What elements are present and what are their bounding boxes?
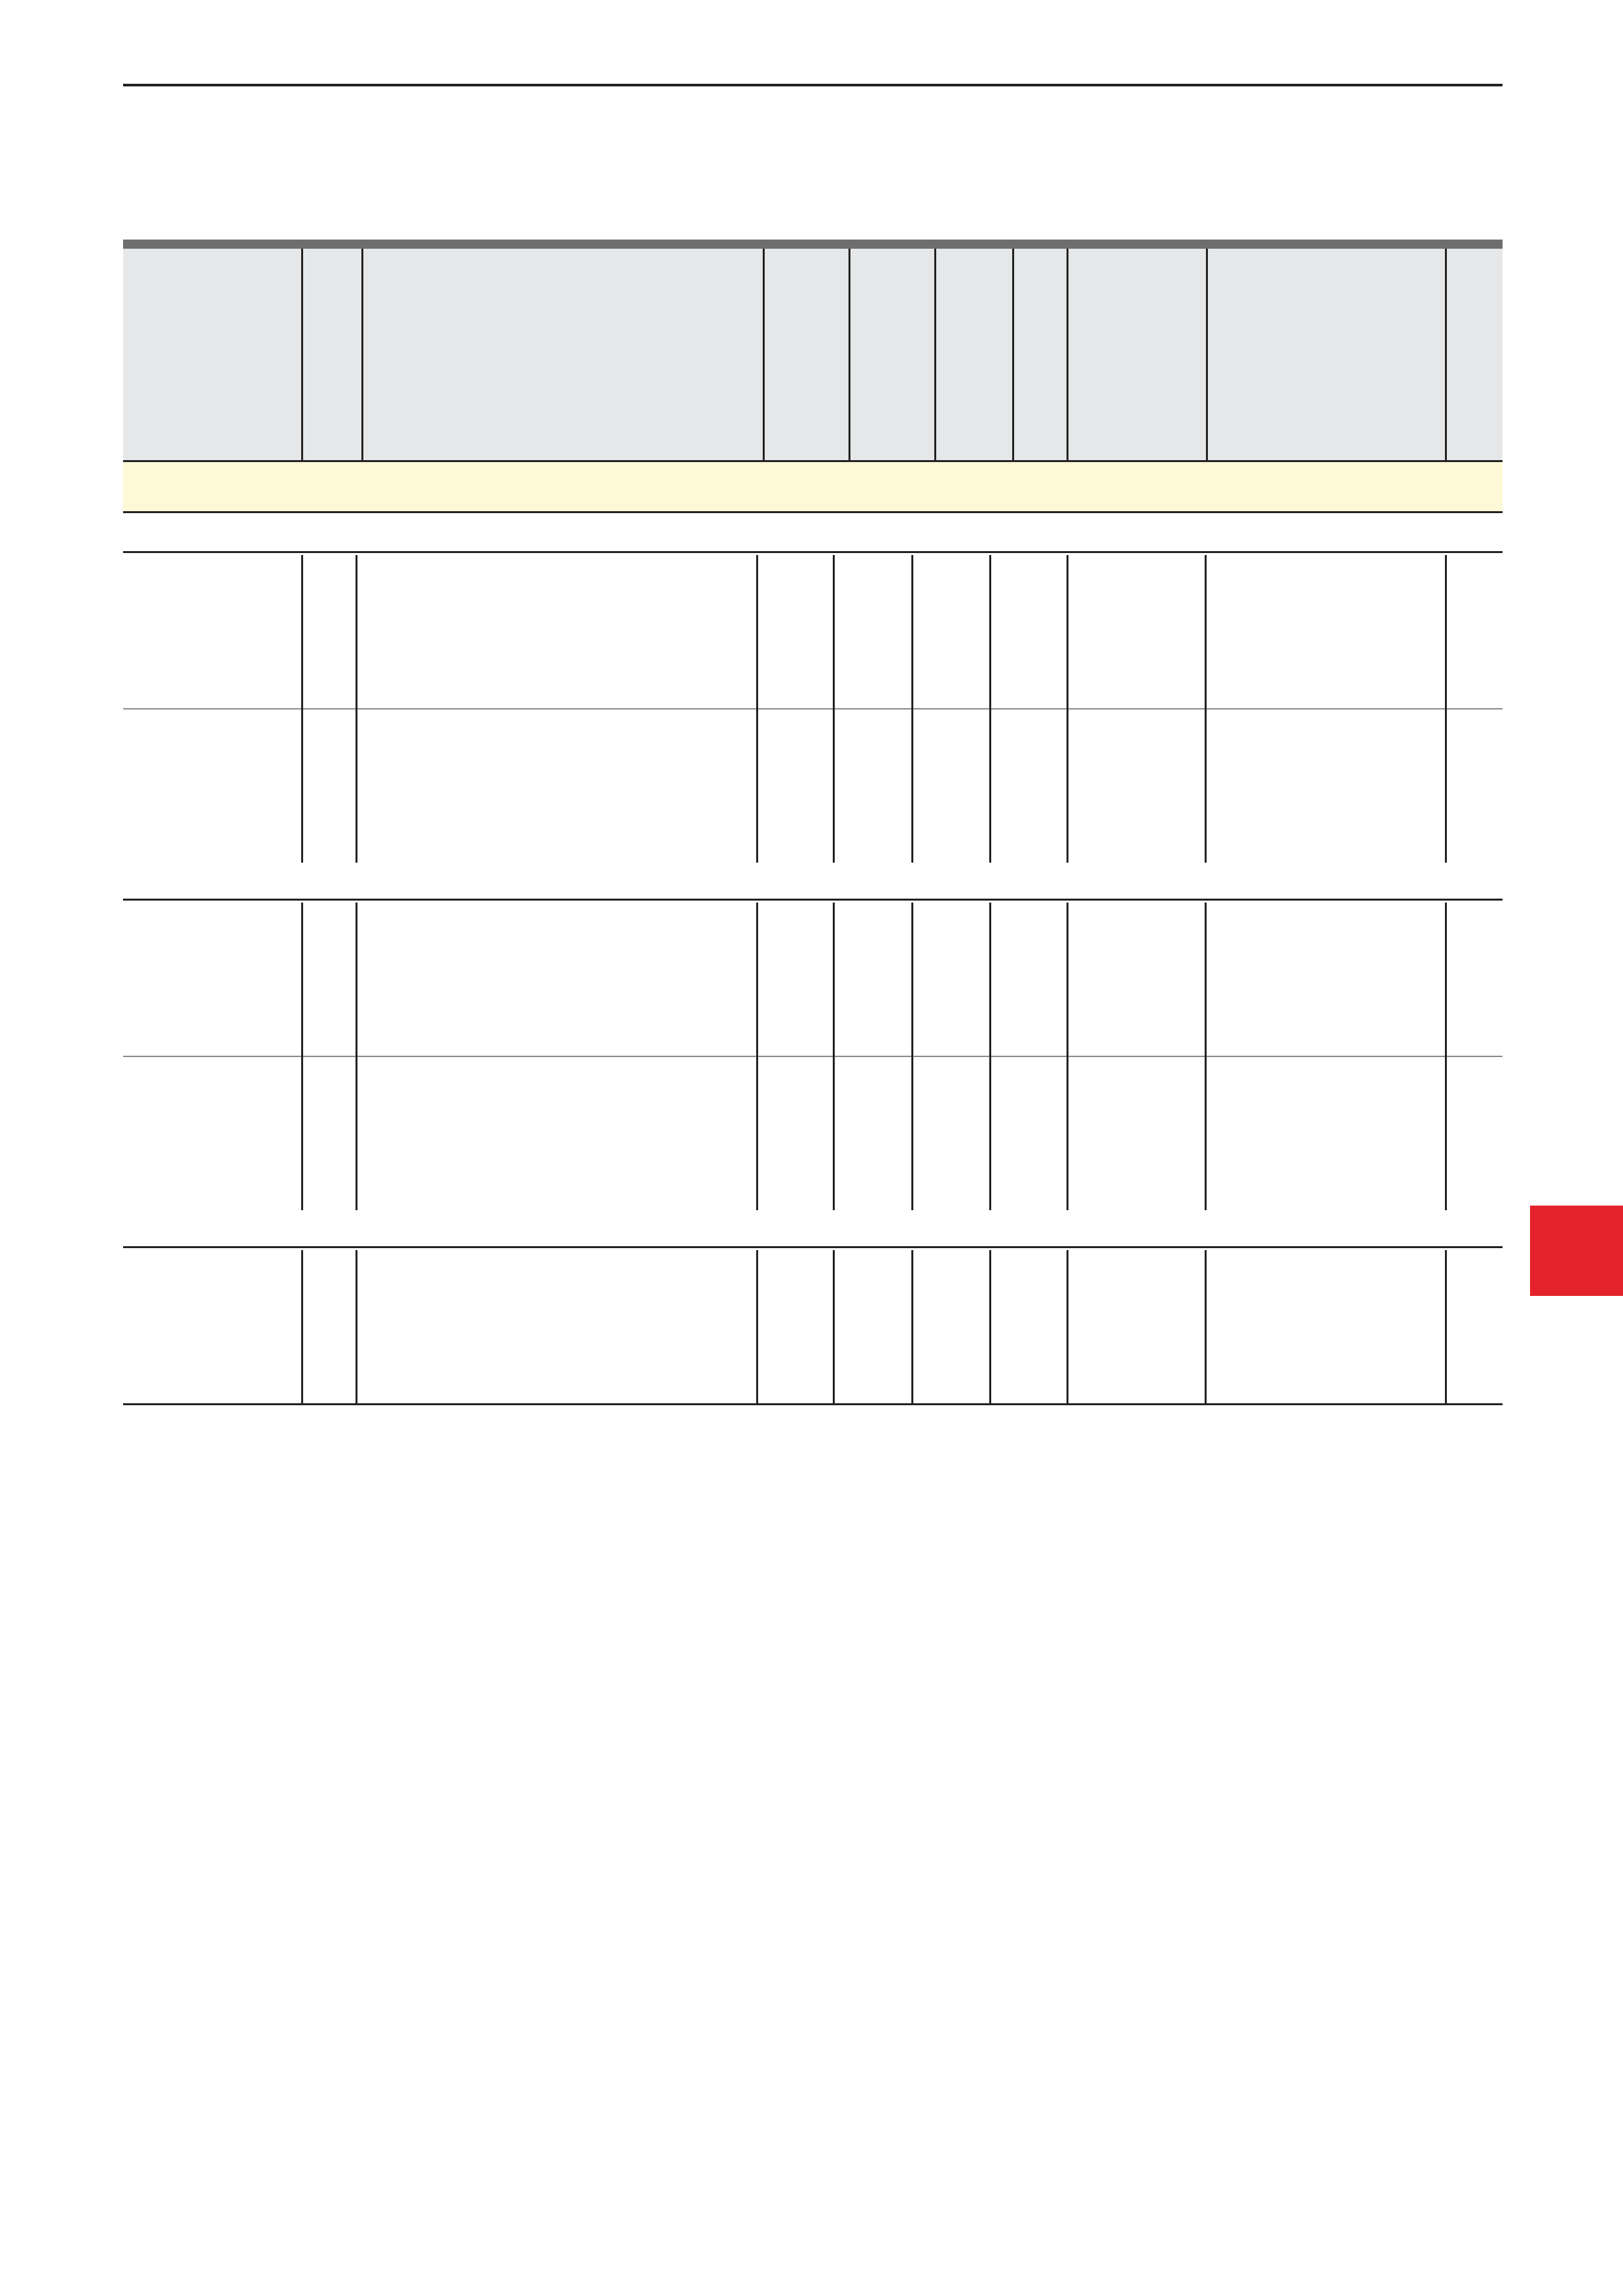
group-label [123,515,1503,553]
header-coating [303,249,361,460]
top-rule [123,84,1503,86]
header-ap [850,249,934,460]
column-divider [911,1250,913,1403]
table-bottom-rule [123,1403,1503,1405]
header-top-bar [123,240,1503,249]
column-divider [356,555,357,863]
header-end-mills [363,249,763,460]
section-tab[interactable] [1530,1206,1623,1296]
column-divider [1445,903,1447,1210]
column-divider [756,1250,758,1403]
column-divider [301,555,303,863]
column-divider [989,1250,991,1403]
column-divider [1067,1250,1068,1403]
group-label [123,863,1503,901]
column-divider [301,1250,303,1403]
header-flutes [1014,249,1067,460]
column-divider [756,903,758,1210]
header-finish-rough [1068,249,1206,460]
section-title [123,462,1503,513]
row-divider [123,1056,1503,1057]
header-divider [1012,249,1014,460]
header-size-range [765,249,848,460]
column-divider [833,1250,835,1403]
column-divider [989,555,991,863]
header-divider [1206,249,1208,460]
column-divider [1445,1250,1447,1403]
column-divider [1205,903,1207,1210]
column-divider [833,903,835,1210]
header-divider [934,249,936,460]
column-divider [1067,555,1068,863]
column-divider [833,555,835,863]
column-divider [301,903,303,1210]
header-work-materials [1208,249,1445,460]
column-divider [911,903,913,1210]
header-page [1447,249,1503,460]
group-label [123,1210,1503,1248]
header-divider [763,249,765,460]
column-divider [356,903,357,1210]
header-divider [848,249,850,460]
column-divider [1205,1250,1207,1403]
column-divider [1205,555,1207,863]
column-divider [911,555,913,863]
header-divider [301,249,303,460]
header-product-name [123,249,301,460]
column-divider [1445,555,1447,863]
header-divider [1445,249,1447,460]
header-neck-length [936,249,1012,460]
column-divider [756,555,758,863]
column-divider [356,1250,357,1403]
header-divider [1067,249,1068,460]
column-divider [989,903,991,1210]
row-divider [123,708,1503,709]
header-divider [361,249,363,460]
column-divider [1067,903,1068,1210]
